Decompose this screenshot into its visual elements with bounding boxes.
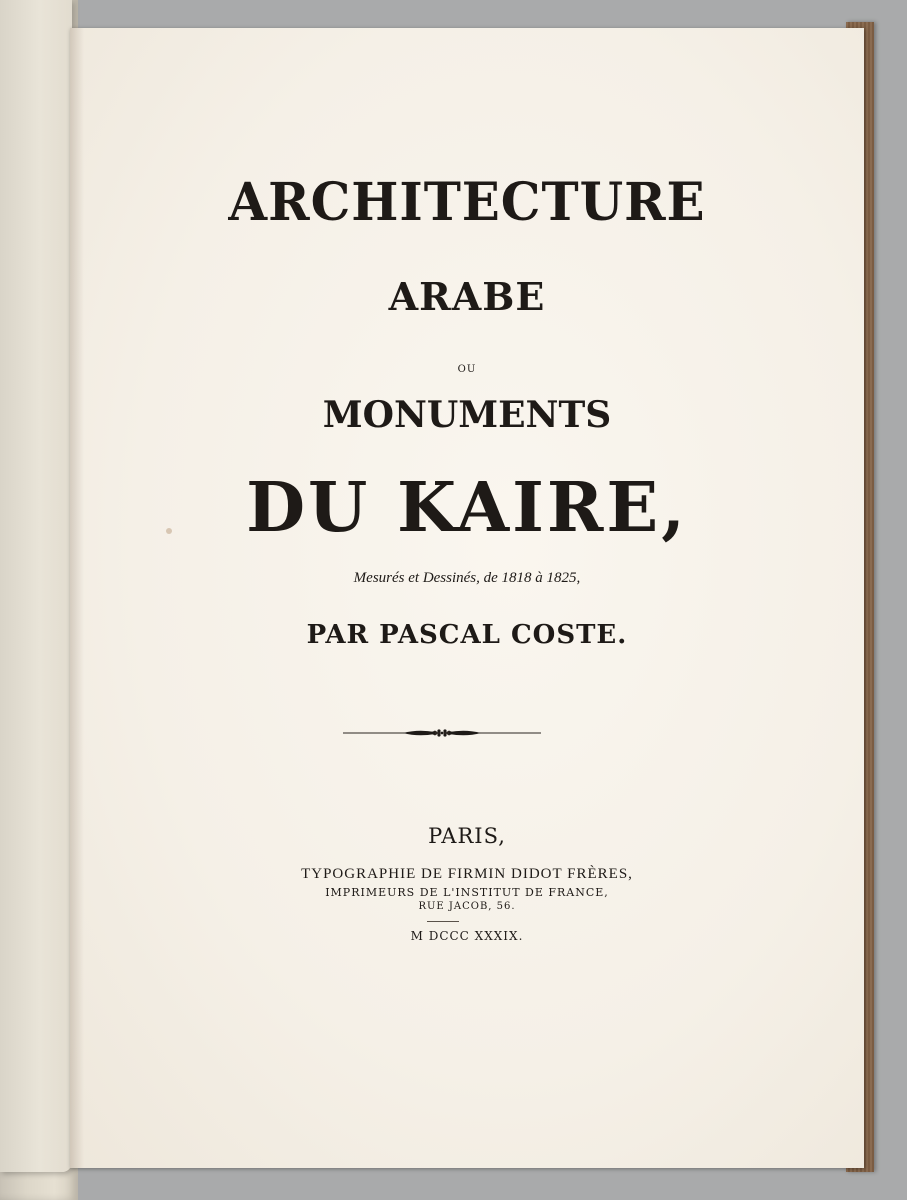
author-line: PAR PASCAL COSTE. xyxy=(306,620,628,650)
gutter-shadow xyxy=(70,28,84,1168)
title-conjunction: OU xyxy=(457,364,477,375)
imprint-address: RUE JACOB, 56. xyxy=(418,901,516,912)
imprint-city: PARIS, xyxy=(428,824,506,848)
title-line-architecture: ARCHITECTURE xyxy=(228,172,706,233)
imprint-rule xyxy=(427,921,459,922)
title-line-arabe: ARABE xyxy=(388,274,546,319)
imprint-printer: TYPOGRAPHIE DE FIRMIN DIDOT FRÈRES, xyxy=(301,866,633,882)
imprint-imprimeurs: IMPRIMEURS DE L'INSTITUT DE FRANCE, xyxy=(325,886,609,899)
ornamental-rule xyxy=(343,727,541,739)
subtitle: Mesurés et Dessinés, de 1818 à 1825, xyxy=(353,570,581,586)
facing-page xyxy=(0,0,72,1172)
title-line-du-kaire: DU KAIRE, xyxy=(246,468,688,548)
title-line-monuments: MONUMENTS xyxy=(322,394,612,436)
imprint-year: M DCCC XXXIX. xyxy=(410,929,524,943)
